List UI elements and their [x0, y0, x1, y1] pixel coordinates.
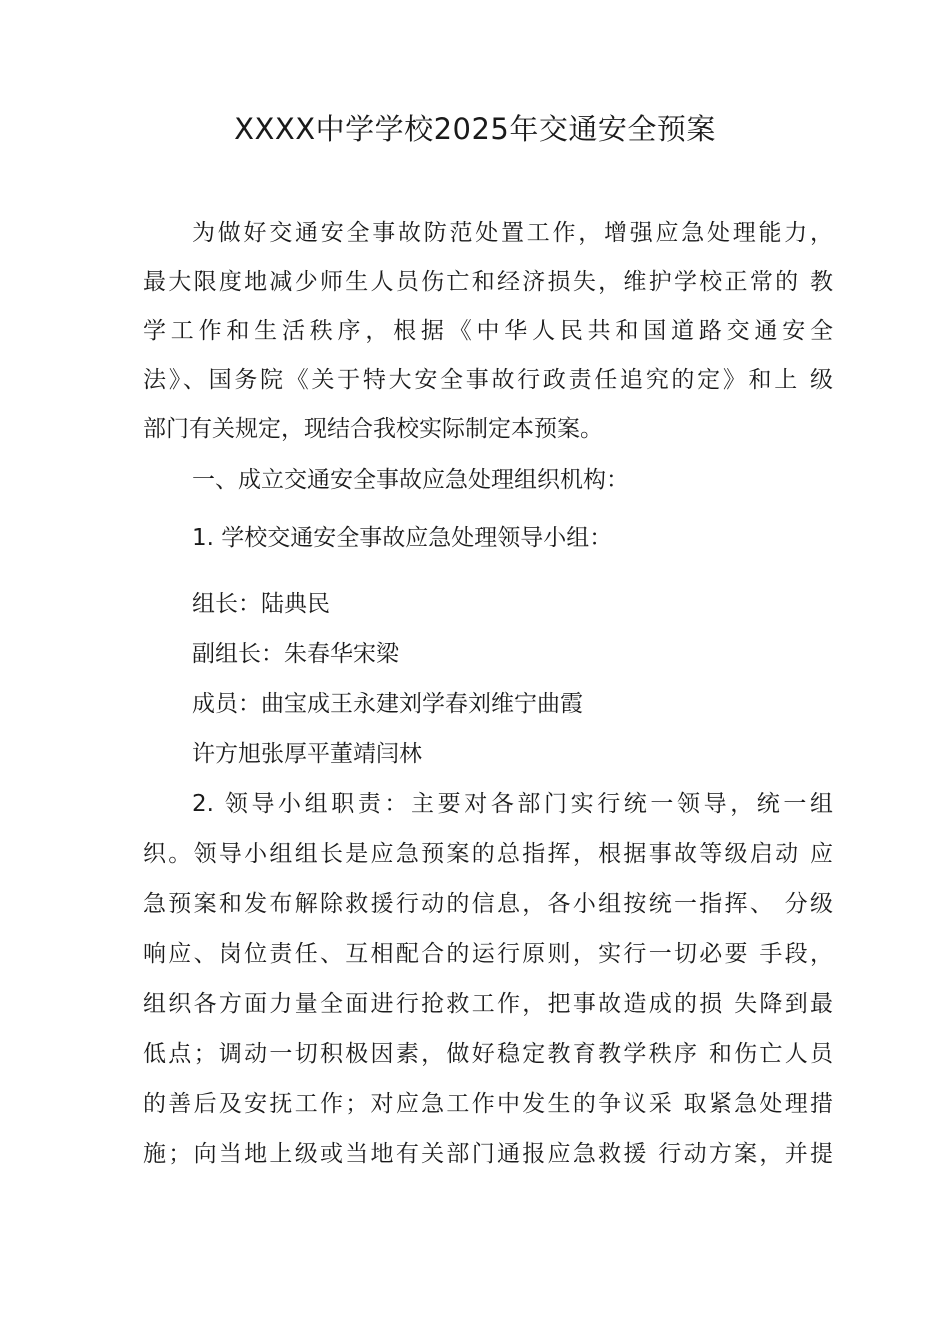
paragraph-line: 施；向当地上级或当地有关部门通报应急救援 行动方案，并提	[143, 1141, 833, 1167]
members-line-continued: 许方旭张厚平董靖闫林	[192, 741, 422, 767]
paragraph-line: 急预案和发布解除救援行动的信息，各小组按统一指挥、 分级	[143, 891, 833, 917]
members-line: 成员：曲宝成王永建刘学春刘维宁曲霞	[192, 691, 583, 717]
paragraph-line: 学工作和生活秩序，根据《中华人民共和国道路交通安全	[143, 318, 833, 344]
paragraph-line: 法》、国务院《关于特大安全事故行政责任追究的定》和上 级	[143, 367, 833, 393]
paragraph-line: 响应、岗位责任、互相配合的运行原则，实行一切必要 手段，	[143, 941, 833, 967]
document-title: XXXX中学学校2025年交通安全预案	[234, 112, 716, 146]
paragraph-line: 低点；调动一切积极因素，做好稳定教育教学秩序 和伤亡人员	[143, 1041, 833, 1067]
section-heading: 一、成立交通安全事故应急处理组织机构：	[192, 467, 629, 493]
paragraph-line: 最大限度地减少师生人员伤亡和经济损失，维护学校正常的 教	[143, 269, 833, 295]
paragraph-line: 为做好交通安全事故防范处置工作，增强应急处理能力，	[192, 220, 833, 246]
subsection-heading: 1. 学校交通安全事故应急处理领导小组：	[192, 525, 613, 551]
paragraph-line: 部门有关规定，现结合我校实际制定本预案。	[143, 416, 603, 442]
paragraph-line: 2. 领导小组职责：主要对各部门实行统一领导，统一组	[192, 791, 833, 817]
vice-leader-line: 副组长：朱春华宋梁	[192, 641, 399, 667]
paragraph-line: 织。领导小组组长是应急预案的总指挥，根据事故等级启动 应	[143, 841, 833, 867]
paragraph-line: 组织各方面力量全面进行抢救工作，把事故造成的损 失降到最	[143, 991, 833, 1017]
paragraph-line: 的善后及安抚工作；对应急工作中发生的争议采 取紧急处理措	[143, 1091, 833, 1117]
leader-line: 组长：陆典民	[192, 591, 330, 617]
